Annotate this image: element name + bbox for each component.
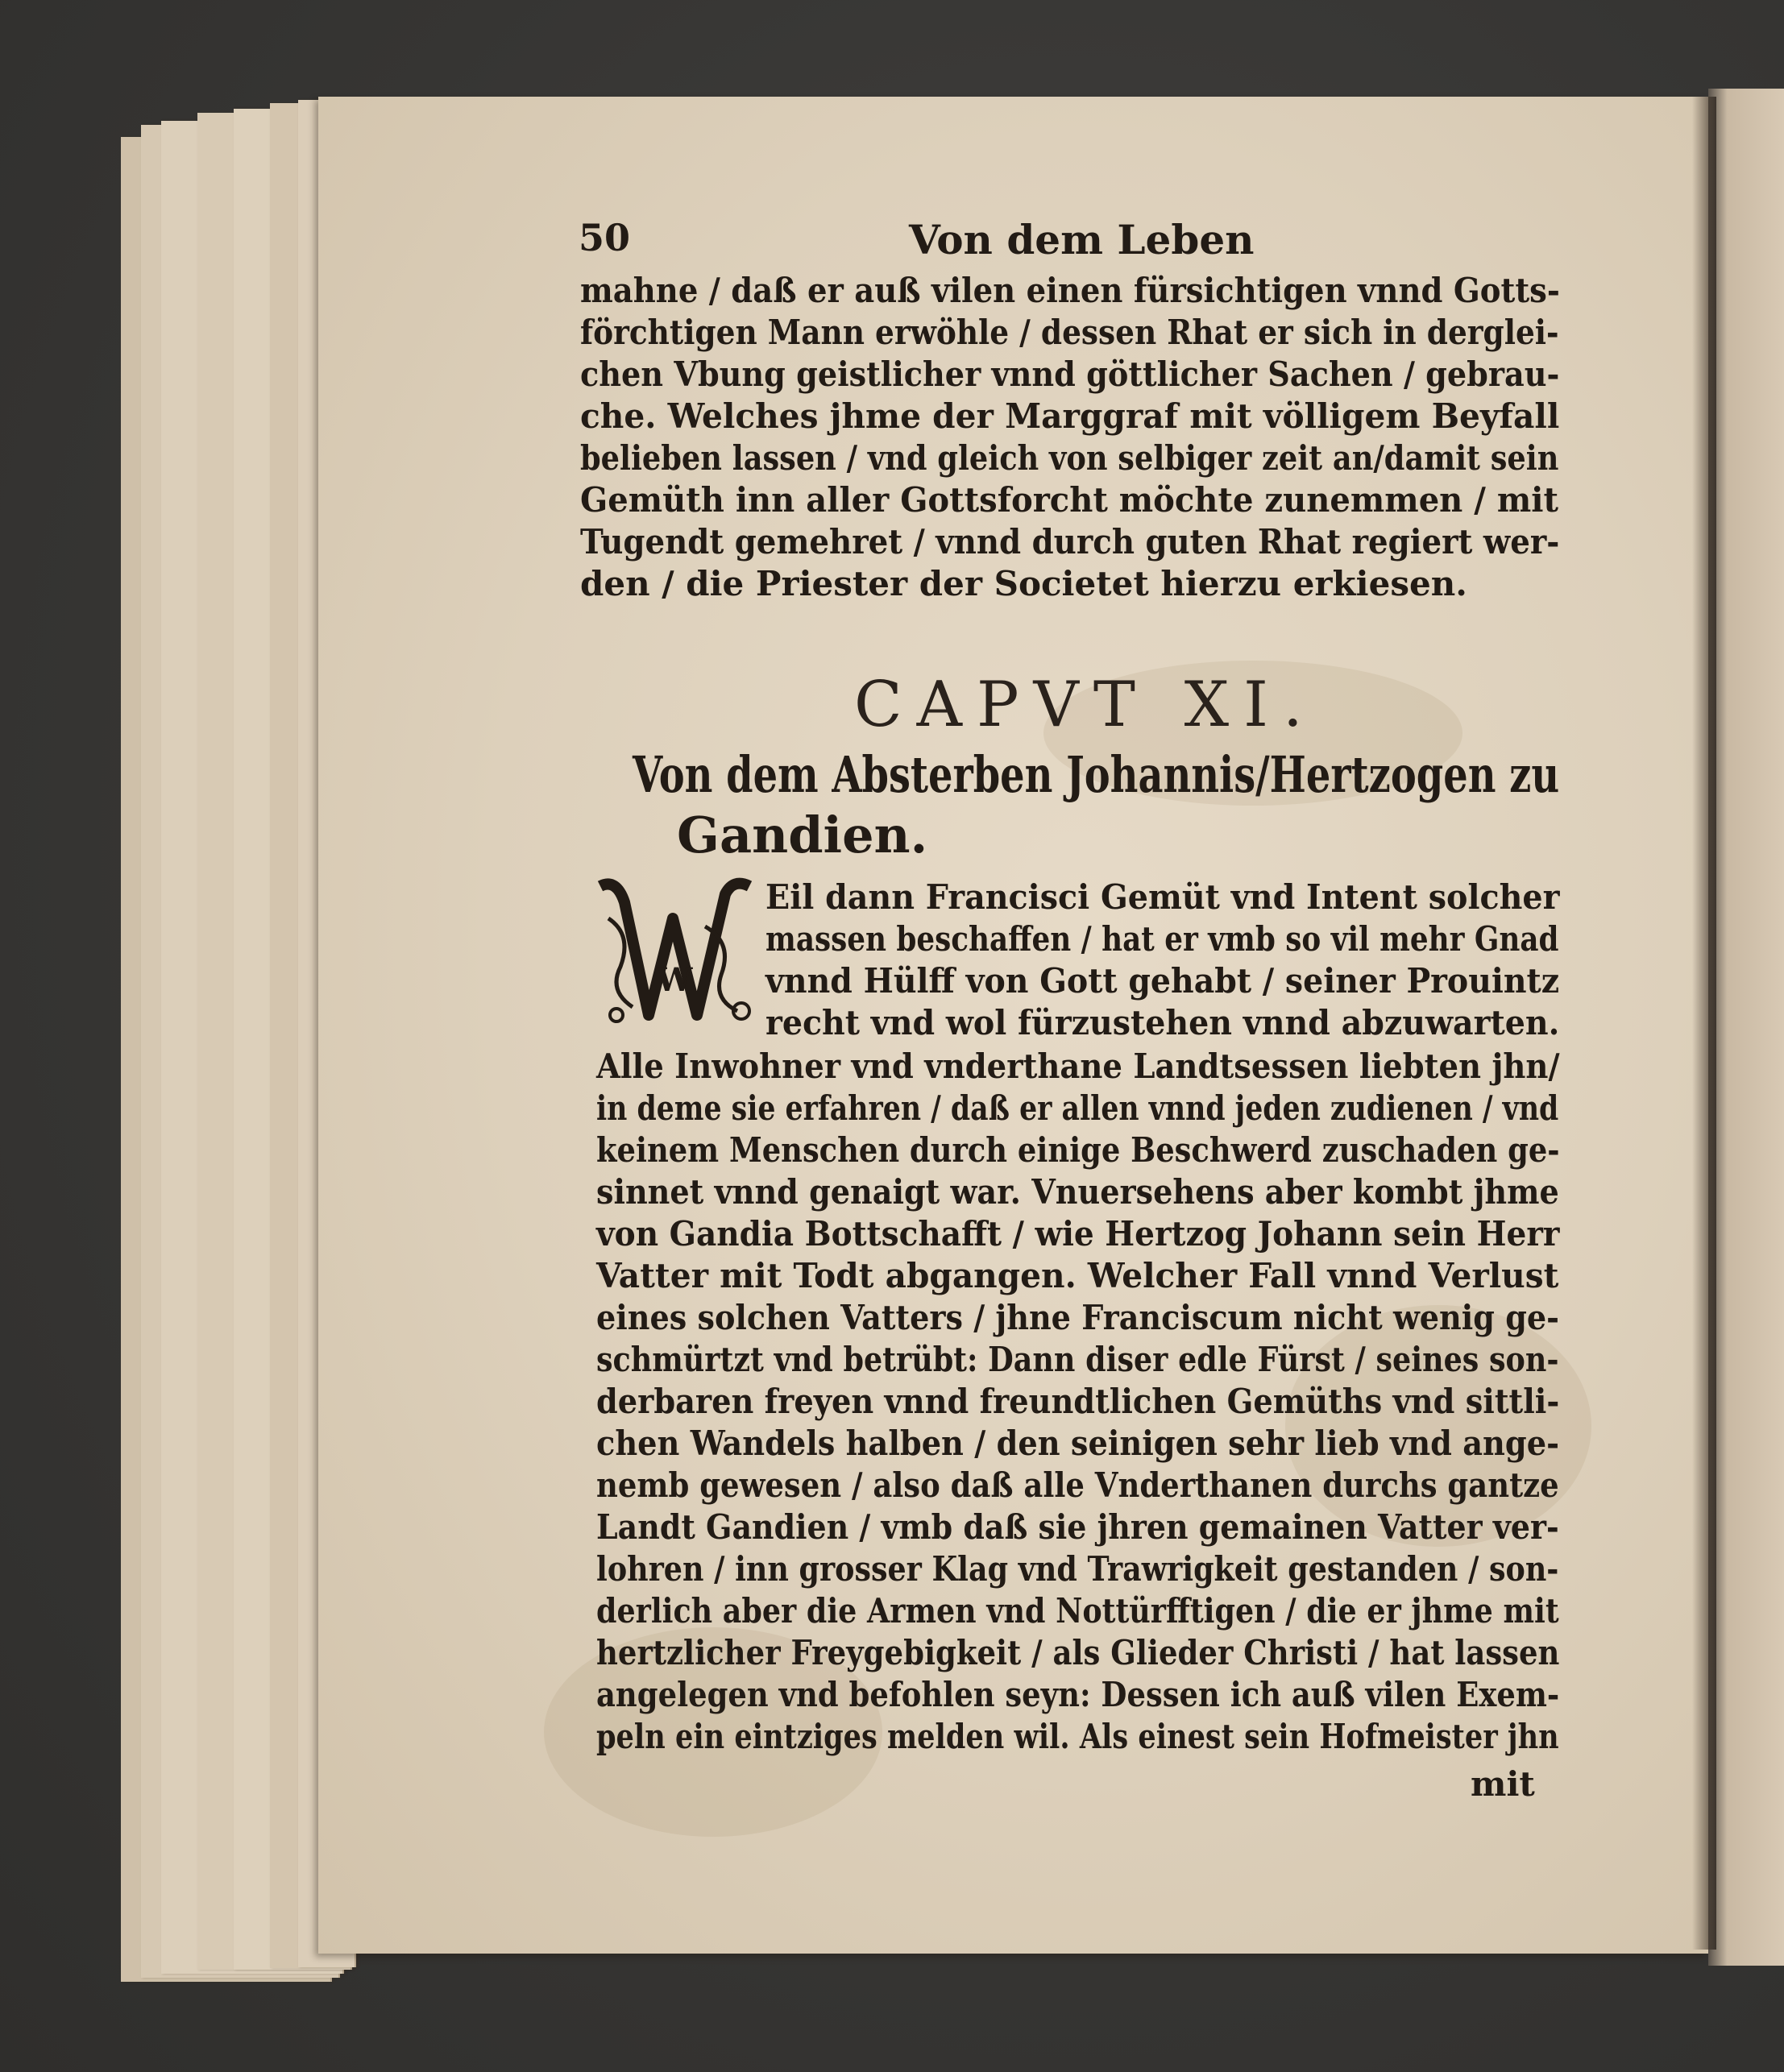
text-line: belieben lassen / vnd gleich von selbiger zeit an/damit sein	[580, 438, 1559, 478]
text-line: derlich aber die Armen vnd Nottürfftigen / die er jhme mit	[596, 1591, 1559, 1631]
text-line: Gemüth inn aller Gottsforcht möchte zunemmen / mit	[580, 480, 1558, 520]
chapter-title-line: Von dem Absterben Johannis/Hertzogen zu	[633, 745, 1560, 804]
text-line: Tugendt gemehret / vnnd durch guten Rhat regiert wer-	[580, 522, 1560, 562]
text-line: che. Welches jhme der Marggraf mit völligem Beyfall	[580, 396, 1560, 436]
text-line: Vatter mit Todt abgangen. Welcher Fall vnnd Verlust	[596, 1256, 1559, 1295]
text-line: Alle Inwohner vnd vnderthane Landtsessen liebten jhn/	[596, 1046, 1560, 1086]
text-line: sinnet vnnd genaigt war. Vnuersehens aber kombt jhme	[596, 1172, 1559, 1212]
chapter-heading: CAPVT XI.	[854, 669, 1317, 741]
page-number: 50	[579, 216, 631, 259]
text-line: massen beschaffen / hat er vmb so vil mehr Gnad	[765, 919, 1559, 959]
decorated-initial-w	[592, 870, 757, 1031]
text-line: mahne / daß er auß vilen einen fürsichtigen vnnd Gotts-	[580, 271, 1560, 310]
text-line: keinem Menschen durch einige Beschwerd zuschaden ge-	[596, 1130, 1560, 1170]
text-line: angelegen vnd befohlen seyn: Dessen ich auß vilen Exem-	[596, 1675, 1560, 1714]
running-head	[579, 216, 1545, 264]
text-line: von Gandia Bottschafft / wie Hertzog Johann sein Herr	[596, 1214, 1560, 1254]
chapter-title-line: Gandien.	[677, 806, 928, 864]
running-head-title: Von dem Leben	[909, 216, 1255, 263]
text-line: lohren / inn grosser Klag vnd Trawrigkeit gestanden / son-	[596, 1549, 1559, 1589]
text-line: den / die Priester der Societet hierzu erkiesen.	[580, 564, 1467, 603]
text-line: chen Wandels halben / den seinigen sehr lieb vnd ange-	[596, 1423, 1559, 1463]
text-line: derbaren freyen vnnd freundtlichen Gemüths vnd sittli-	[596, 1382, 1560, 1421]
initial-letter: W	[656, 961, 693, 999]
text-line: nemb gewesen / also daß alle Vnderthanen durchs gantze	[596, 1465, 1559, 1505]
page-gutter-shadow	[1692, 97, 1716, 1950]
text-line: hertzlicher Freygebigkeit / als Glieder Christi / hat lassen	[596, 1633, 1560, 1672]
text-line: in deme sie erfahren / daß er allen vnnd jeden zudienen / vnd	[596, 1088, 1559, 1128]
facing-page-edge	[1708, 89, 1784, 1966]
text-line: Eil dann Francisci Gemüt vnd Intent solcher	[765, 877, 1560, 917]
text-line: recht vnd wol fürzustehen vnnd abzuwarten.	[765, 1003, 1560, 1042]
text-line: chen Vbung geistlicher vnnd göttlicher Sachen / gebrau-	[580, 354, 1560, 394]
catchword: mit	[1471, 1764, 1535, 1804]
text-line: peln ein eintziges melden wil. Als einest sein Hofmeister jhn	[596, 1717, 1559, 1756]
text-line: vnnd Hülff von Gott gehabt / seiner Prouintz	[765, 961, 1560, 1001]
text-line: schmürtzt vnd betrübt: Dann diser edle Fürst / seines son-	[596, 1340, 1559, 1379]
text-line: eines solchen Vatters / jhne Franciscum nicht wenig ge-	[596, 1298, 1559, 1337]
text-line: förchtigen Mann erwöhle / dessen Rhat er sich in derglei-	[580, 313, 1559, 352]
text-line: Landt Gandien / vmb daß sie jhren gemainen Vatter ver-	[596, 1507, 1559, 1547]
